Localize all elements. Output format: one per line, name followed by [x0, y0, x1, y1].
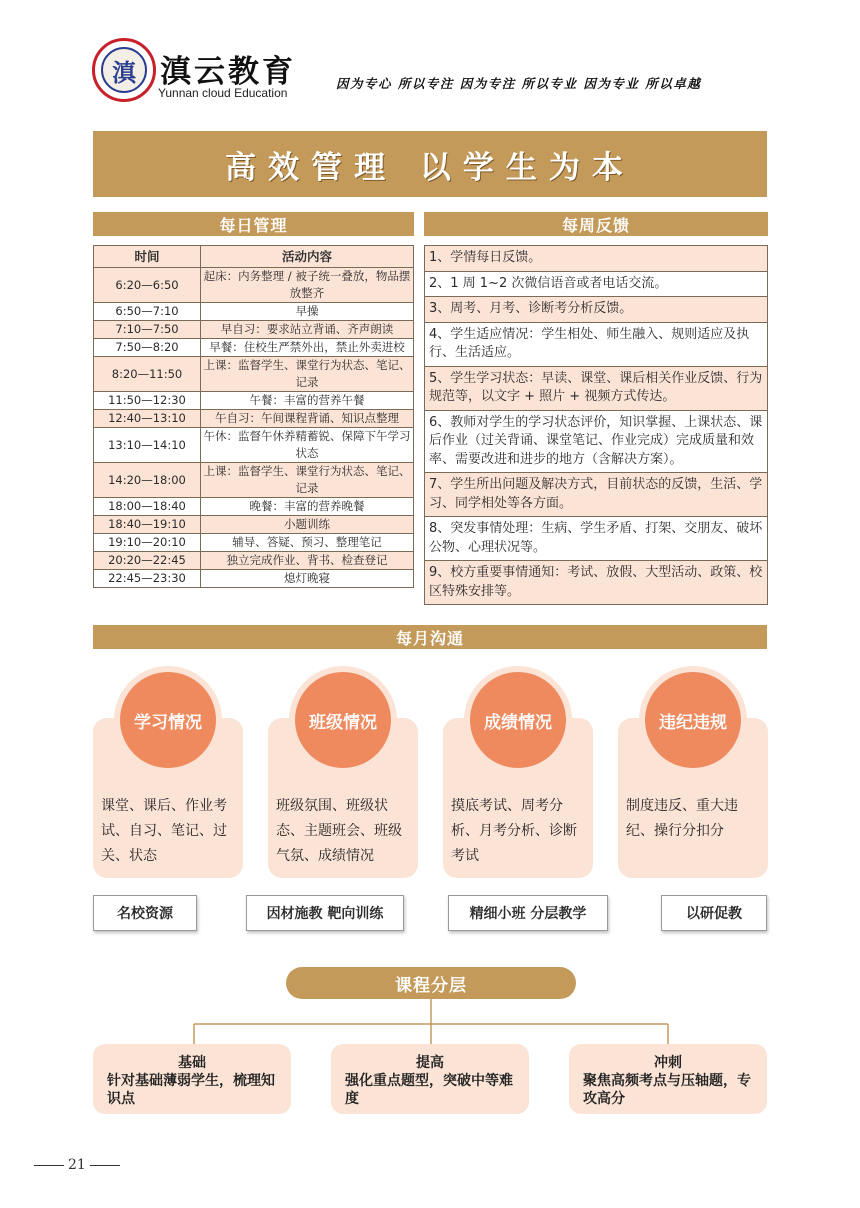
slogan: 因为专心 所以专注 因为专注 所以专业 因为专业 所以卓越 — [336, 76, 702, 91]
list-item: 3、周考、月考、诊断考分析反馈。 — [424, 297, 768, 323]
card-description: 班级氛围、班级状态、主题班会、班级气氛、成绩情况 — [276, 798, 402, 864]
list-item: 4、学生适应情况：学生相处、师生融入、规则适应及执行、生活适应。 — [424, 323, 768, 367]
monthly-section-title: 每月沟通 — [395, 628, 464, 648]
activity-cell: 起床：内务整理 / 被子统一叠放，物品摆放整齐 — [201, 268, 414, 303]
brand-name-en: Yunnan cloud Education — [158, 86, 288, 100]
activity-cell: 早餐：住校生严禁外出，禁止外卖进校 — [201, 339, 414, 357]
time-cell: 7:50—8:20 — [94, 339, 201, 357]
page-number-line — [90, 1165, 120, 1166]
level-title: 提高 — [416, 1055, 444, 1071]
activity-cell: 小题训练 — [201, 516, 414, 534]
activity-cell: 午自习：午间课程背诵、知识点整理 — [201, 410, 414, 428]
card-circle-title: 违纪违规 — [639, 666, 747, 774]
time-cell: 14:20—18:00 — [94, 463, 201, 498]
page-number-text: 21 — [68, 1157, 86, 1173]
time-cell: 12:40—13:10 — [94, 410, 201, 428]
weekly-section-title: 每周反馈 — [561, 215, 630, 235]
time-cell: 8:20—11:50 — [94, 357, 201, 392]
list-item: 6、教师对学生的学习状态评价，知识掌握、上课状态、课后作业（过关背诵、课堂笔记、作业完成）完成质量和效率、需要改进和进步的地方（含解决方案）。 — [424, 411, 768, 474]
time-cell: 19:10—20:10 — [94, 534, 201, 552]
list-item: 8、突发事情处理：生病、学生矛盾、打架、交朋友、破坏公物、心理状况等。 — [424, 517, 768, 561]
activity-cell: 早操 — [201, 303, 414, 321]
list-item: 5、学生学习状态：早读、课堂、课后相关作业反馈、行为规范等，以文字 + 照片 + 视频方式传达。 — [424, 367, 768, 411]
banner-title: 高效管理 以学生为本 — [225, 149, 635, 186]
list-item: 9、校方重要事情通知：考试、放假、大型活动、政策、校区特殊安排等。 — [424, 561, 768, 605]
daily-section-title: 每日管理 — [219, 215, 288, 235]
activity-cell: 上课：监督学生、课堂行为状态、笔记、记录 — [201, 463, 414, 498]
list-item: 1、学情每日反馈。 — [424, 245, 768, 272]
level-title: 基础 — [178, 1055, 206, 1071]
card-description: 制度违反、重大违纪、操行分扣分 — [626, 798, 738, 839]
time-cell: 11:50—12:30 — [94, 392, 201, 410]
column-header-time: 时间 — [94, 246, 201, 268]
level-description: 针对基础薄弱学生，梳理知识点 — [107, 1073, 275, 1107]
page-number — [30, 1157, 124, 1173]
course-level-basic — [93, 1044, 291, 1114]
card-description: 摸底考试、周考分析、月考分析、诊断考试 — [451, 798, 577, 864]
time-cell: 18:40—19:10 — [94, 516, 201, 534]
level-description: 聚焦高频考点与压轴题，专攻高分 — [583, 1073, 751, 1107]
card-circle-title: 班级情况 — [289, 666, 397, 774]
time-cell: 7:10—7:50 — [94, 321, 201, 339]
activity-cell: 上课：监督学生、课堂行为状态、笔记、记录 — [201, 357, 414, 392]
activity-cell: 早自习：要求站立背诵、齐声朗读 — [201, 321, 414, 339]
activity-cell: 晚餐：丰富的营养晚餐 — [201, 498, 414, 516]
activity-cell: 熄灯晚寝 — [201, 570, 414, 588]
feature-tag: 精细小班 分层教学 — [448, 895, 608, 931]
activity-cell: 独立完成作业、背书、检查登记 — [201, 552, 414, 570]
card-circle-title: 成绩情况 — [464, 666, 572, 774]
card-circle-title: 学习情况 — [114, 666, 222, 774]
course-section-title: 课程分层 — [286, 967, 576, 999]
time-cell: 18:00—18:40 — [94, 498, 201, 516]
time-cell: 13:10—14:10 — [94, 428, 201, 463]
time-cell: 22:45—23:30 — [94, 570, 201, 588]
time-cell: 20:20—22:45 — [94, 552, 201, 570]
activity-cell: 午休：监督午休养精蓄锐、保障下午学习状态 — [201, 428, 414, 463]
activity-cell: 辅导、答疑、预习、整理笔记 — [201, 534, 414, 552]
feature-tag: 名校资源 — [93, 895, 197, 931]
feature-tag: 以研促教 — [661, 895, 767, 931]
time-cell: 6:20—6:50 — [94, 268, 201, 303]
page-number-line — [34, 1165, 64, 1166]
brand-name-cn: 滇云教育 — [160, 54, 296, 90]
logo-emblem: 滇 — [101, 47, 147, 93]
feature-tag: 因材施教 靶向训练 — [246, 895, 404, 931]
activity-cell: 午餐：丰富的营养午餐 — [201, 392, 414, 410]
course-level-sprint — [569, 1044, 767, 1114]
card-description: 课堂、课后、作业考试、自习、笔记、过关、状态 — [101, 798, 227, 864]
column-header-activity: 活动内容 — [201, 246, 414, 268]
course-level-improve — [331, 1044, 529, 1114]
level-description: 强化重点题型，突破中等难度 — [345, 1073, 513, 1107]
time-cell: 6:50—7:10 — [94, 303, 201, 321]
level-title: 冲刺 — [654, 1055, 682, 1071]
list-item: 7、学生所出问题及解决方式，目前状态的反馈，生活、学习、同学相处等各方面。 — [424, 473, 768, 517]
list-item: 2、1 周 1~2 次微信语音或者电话交流。 — [424, 272, 768, 298]
